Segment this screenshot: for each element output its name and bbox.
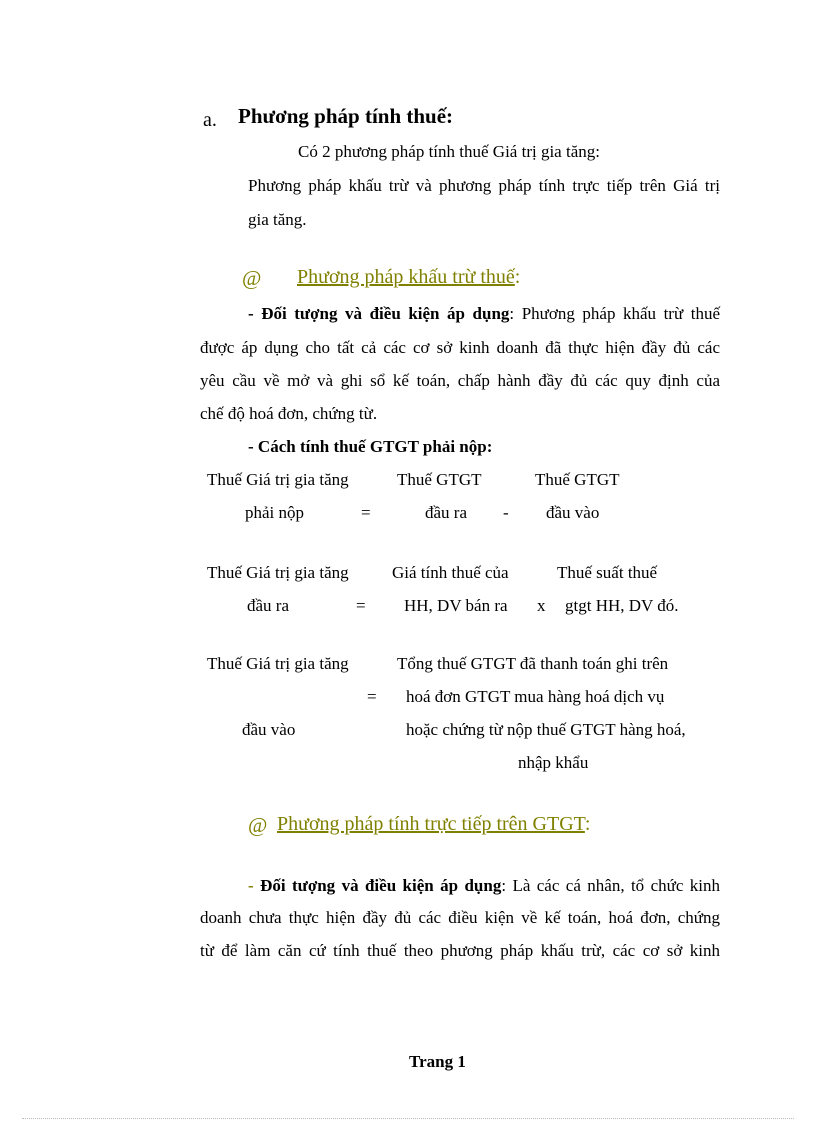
formula1-equals: = bbox=[361, 503, 371, 522]
method1-para-line-2: được áp dụng cho tất cả các cơ sở kinh doanh đã thực hiện đầy đủ các bbox=[200, 338, 720, 357]
formula2-b-1: Thuế suất thuế bbox=[557, 563, 658, 582]
formula3-right-1: Tổng thuế GTGT đã thanh toán ghi trên bbox=[397, 654, 669, 673]
page-number: Trang 1 bbox=[409, 1052, 466, 1071]
section-marker: a. bbox=[203, 109, 217, 131]
formula1-minus: - bbox=[503, 503, 509, 522]
formula1-a-2: đầu ra bbox=[425, 503, 468, 522]
formula1-b-1: Thuế GTGT bbox=[535, 470, 620, 489]
method1-heading-colon: : bbox=[514, 266, 521, 288]
intro-line-3: gia tăng. bbox=[248, 210, 307, 229]
method2-at-icon: @ bbox=[248, 813, 268, 837]
method1-para-bold: Đối tượng và điều kiện áp dụng bbox=[261, 304, 510, 323]
intro-line-1: Có 2 phương pháp tính thuế Giá trị gia tăng: bbox=[298, 142, 600, 161]
section-title: Phương pháp tính thuế: bbox=[238, 104, 454, 128]
method1-heading-text: Phương pháp khấu trừ thuế bbox=[297, 266, 515, 288]
formula2-a-2: HH, DV bán ra bbox=[404, 596, 508, 615]
method2-para-line-2: doanh chưa thực hiện đầy đủ các điều kiện về kế toán, hoá đơn, chứng bbox=[200, 908, 720, 927]
formula2-times: x bbox=[537, 596, 546, 615]
method2-para-dash: - bbox=[248, 876, 261, 895]
intro-line-2: Phương pháp khấu trừ và phương pháp tính trực tiếp trên Giá trị bbox=[248, 176, 720, 195]
method1-para-line-4: chế độ hoá đơn, chứng từ. bbox=[200, 404, 378, 423]
method1-heading bbox=[297, 266, 520, 289]
method2-para-line-3: từ để làm căn cứ tính thuế theo phương pháp khấu trừ, các cơ sở kinh bbox=[200, 941, 720, 960]
formula2-equals: = bbox=[356, 596, 366, 615]
method2-para-line-1 bbox=[248, 876, 720, 896]
formula2-a-1: Giá tính thuế của bbox=[392, 563, 509, 582]
formula2-left-2: đầu ra bbox=[247, 596, 290, 615]
formula1-left-1: Thuế Giá trị gia tăng bbox=[207, 470, 349, 489]
formula1-b-2: đầu vào bbox=[546, 503, 600, 522]
method2-para-bold: Đối tượng và điều kiện áp dụng bbox=[260, 876, 502, 895]
formula3-left-1: Thuế Giá trị gia tăng bbox=[207, 654, 349, 673]
method1-calc-heading: - Cách tính thuế GTGT phải nộp: bbox=[248, 437, 493, 456]
method1-para-text: : Phương pháp khấu trừ thuế bbox=[509, 304, 721, 323]
formula3-equals: = bbox=[367, 687, 377, 706]
method1-para-dash: - bbox=[248, 304, 262, 323]
formula2-left-1: Thuế Giá trị gia tăng bbox=[207, 563, 349, 582]
formula1-left-2: phải nộp bbox=[245, 503, 305, 522]
method2-para-text: : Là các cá nhân, tổ chức kinh bbox=[501, 876, 720, 895]
footer-divider bbox=[22, 1118, 794, 1119]
formula3-right-4: nhập khẩu bbox=[518, 753, 589, 772]
formula3-left-2: đầu vào bbox=[242, 720, 296, 739]
method2-heading-colon: : bbox=[584, 813, 591, 835]
method1-at-icon: @ bbox=[242, 266, 262, 290]
formula1-a-1: Thuế GTGT bbox=[397, 470, 482, 489]
formula3-right-2: hoá đơn GTGT mua hàng hoá dịch vụ bbox=[406, 687, 665, 706]
method2-heading-text: Phương pháp tính trực tiếp trên GTGT bbox=[277, 813, 585, 835]
method1-para-line-1 bbox=[248, 304, 720, 324]
method1-para-line-3: yêu cầu về mở và ghi sổ kế toán, chấp hành đầy đủ các quy định của bbox=[200, 371, 720, 390]
method2-heading bbox=[277, 813, 590, 836]
formula2-b-2: gtgt HH, DV đó. bbox=[565, 596, 679, 615]
formula3-right-3: hoặc chứng từ nộp thuế GTGT hàng hoá, bbox=[406, 720, 686, 739]
